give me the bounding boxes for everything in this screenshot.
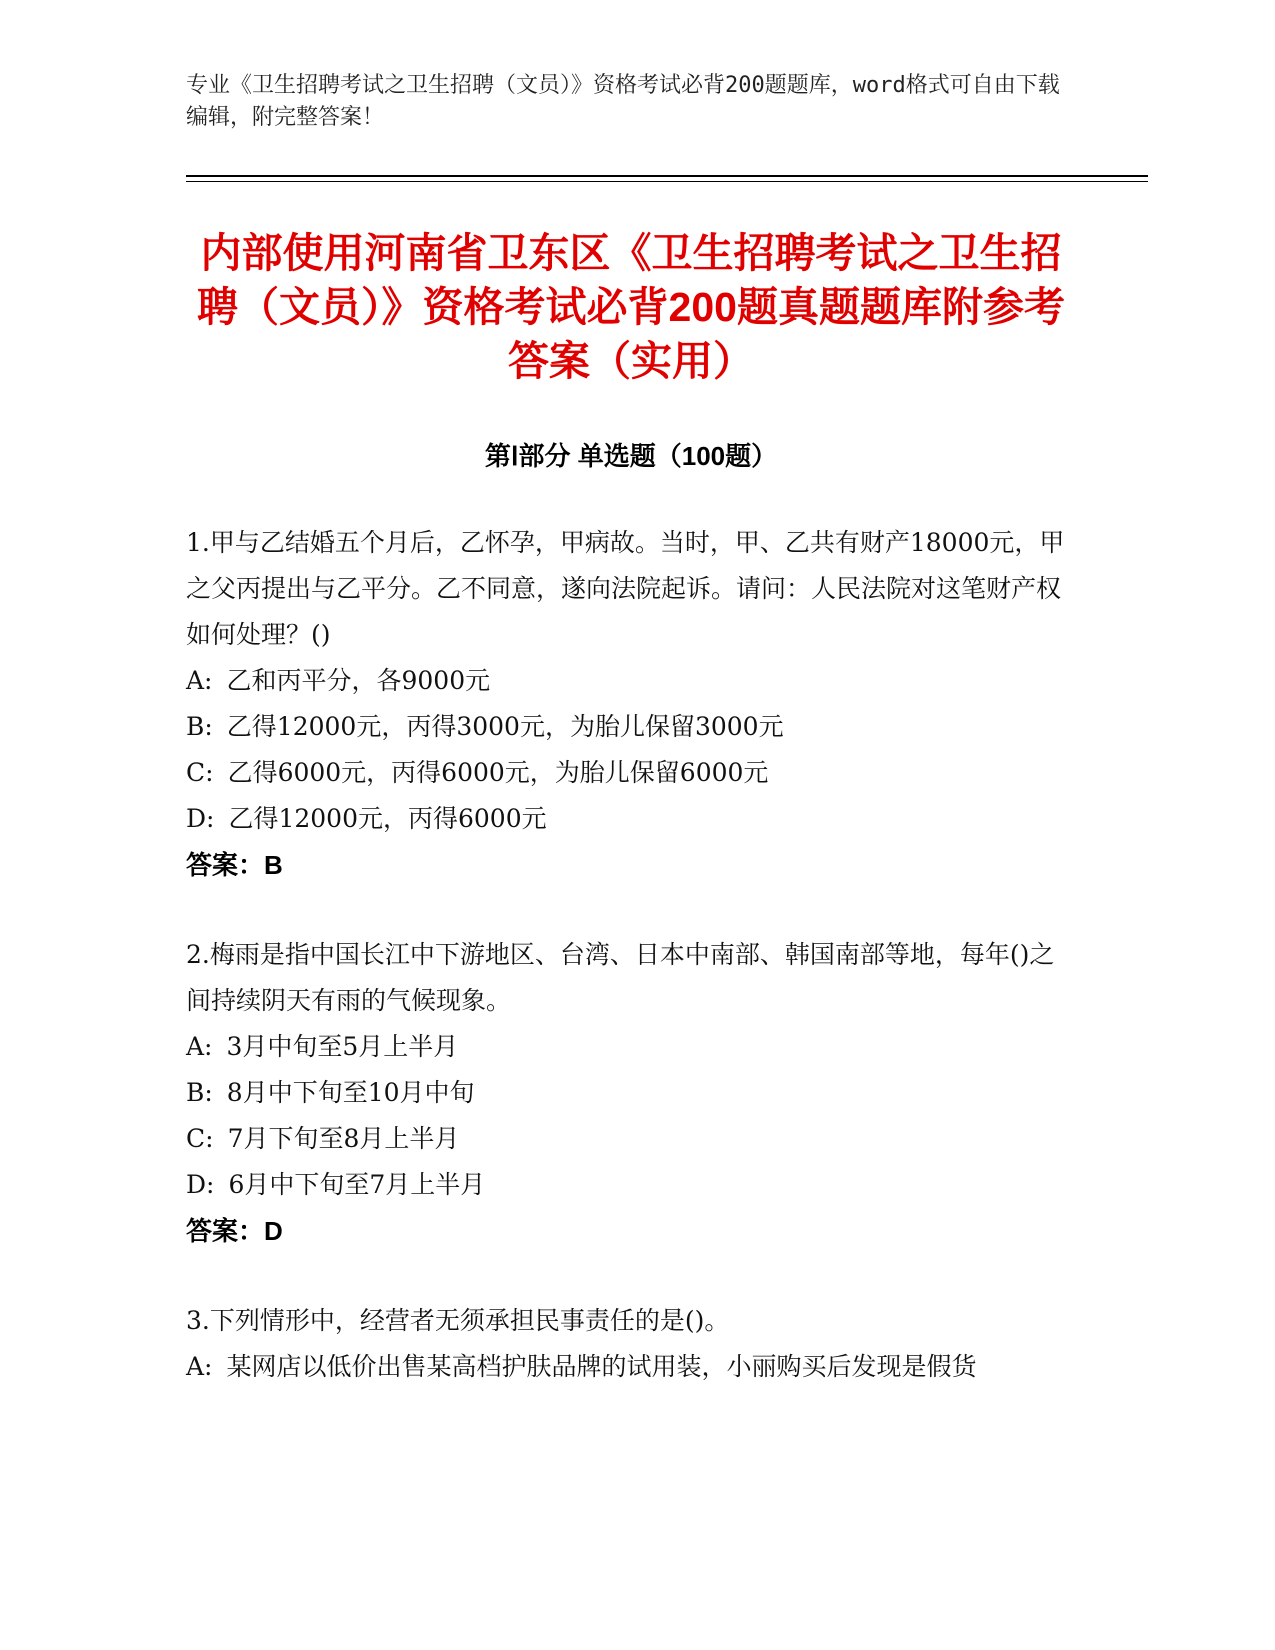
document-title: 内部使用河南省卫东区《卫生招聘考试之卫生招聘（文员）》资格考试必背200题真题题库附参考答案（实用） bbox=[197, 230, 1065, 384]
option-c bbox=[186, 750, 1076, 796]
option-text: 某网店以低价出售某高档护肤品牌的试用装，小丽购买后发现是假货 bbox=[226, 1352, 977, 1381]
option-c bbox=[186, 1116, 1076, 1162]
option-text: 3月中旬至5月上半月 bbox=[226, 1032, 459, 1061]
answer-line: 答案：D bbox=[186, 1216, 283, 1246]
option-d bbox=[186, 796, 1076, 842]
option-letter: D: bbox=[186, 804, 215, 833]
option-letter: A: bbox=[186, 1032, 213, 1061]
section-heading: 第Ⅰ部分 单选题（100题） bbox=[484, 441, 778, 471]
option-letter: A: bbox=[186, 1352, 213, 1381]
option-b bbox=[186, 1070, 1076, 1116]
question-3 bbox=[186, 1298, 1076, 1390]
option-b bbox=[186, 704, 1076, 750]
option-a bbox=[186, 658, 1076, 704]
option-text: 8月中下旬至10月中旬 bbox=[226, 1078, 475, 1107]
option-text: 乙得12000元，丙得3000元，为胎儿保留3000元 bbox=[226, 712, 784, 741]
option-letter: C: bbox=[186, 1124, 214, 1153]
header-divider-thin bbox=[186, 181, 1148, 182]
option-letter: B: bbox=[186, 1078, 213, 1107]
option-letter: C: bbox=[186, 758, 214, 787]
option-text: 乙得12000元，丙得6000元 bbox=[228, 804, 547, 833]
question-1 bbox=[186, 520, 1076, 888]
option-d bbox=[186, 1162, 1076, 1208]
option-text: 6月中下旬至7月上半月 bbox=[228, 1170, 486, 1199]
header-note: 专业《卫生招聘考试之卫生招聘（文员）》资格考试必背200题题库，word格式可自由下载编辑，附完整答案！ bbox=[186, 73, 1060, 130]
option-a bbox=[186, 1024, 1076, 1070]
option-text: 7月下旬至8月上半月 bbox=[227, 1124, 460, 1153]
option-text: 乙和丙平分，各9000元 bbox=[226, 666, 491, 695]
header-divider-thick bbox=[186, 175, 1148, 177]
question-stem: 3.下列情形中，经营者无须承担民事责任的是()。 bbox=[186, 1306, 730, 1335]
option-letter: A: bbox=[186, 666, 213, 695]
question-stem: 1.甲与乙结婚五个月后，乙怀孕，甲病故。当时，甲、乙共有财产18000元，甲之父丙提出与乙平分。乙不同意，遂向法院起诉。请问：人民法院对这笔财产权如何处理？() bbox=[186, 528, 1065, 649]
option-letter: D: bbox=[186, 1170, 215, 1199]
question-2 bbox=[186, 932, 1076, 1254]
option-text: 乙得6000元，丙得6000元，为胎儿保留6000元 bbox=[227, 758, 769, 787]
option-a bbox=[186, 1344, 1076, 1390]
option-letter: B: bbox=[186, 712, 213, 741]
question-stem: 2.梅雨是指中国长江中下游地区、台湾、日本中南部、韩国南部等地，每年()之间持续阴天有雨的气候现象。 bbox=[186, 940, 1055, 1015]
answer-line: 答案：B bbox=[186, 850, 283, 880]
